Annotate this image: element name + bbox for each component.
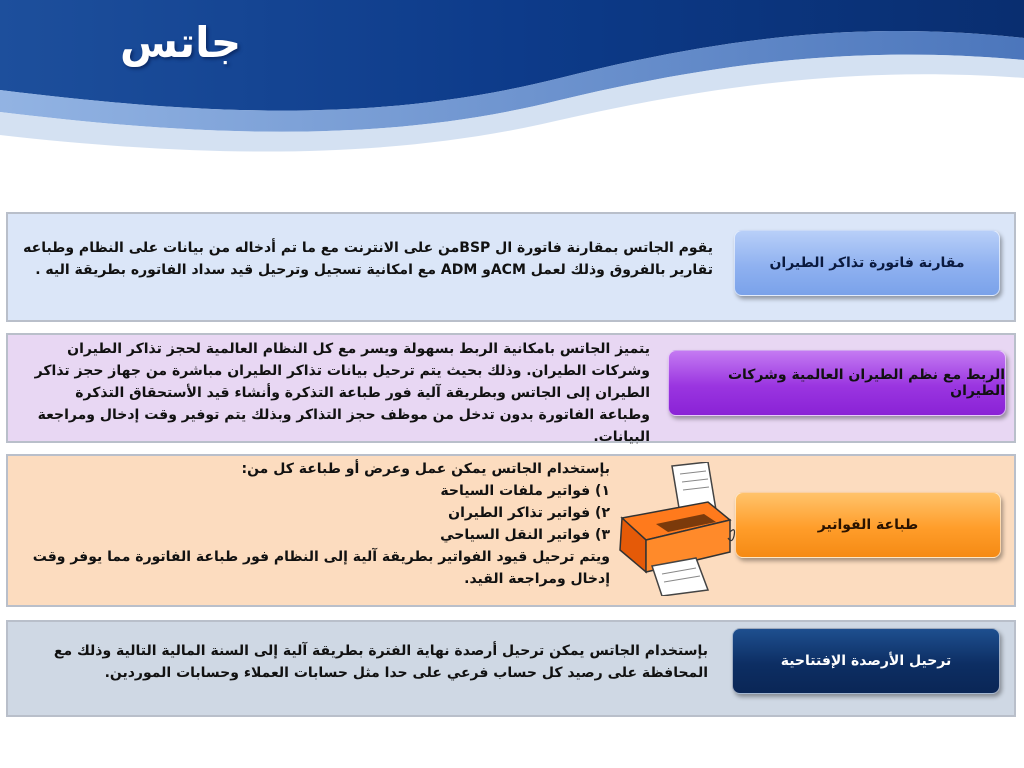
- bsp-comparison-button[interactable]: مقارنة فاتورة تذاكر الطيران: [734, 230, 1000, 296]
- invoices-outro: ويتم ترحيل قيود الفواتير بطريقة آلية إلى النظام فور طباعة الفاتورة مما يوفر وقت إدخال ومراجعة القيد.: [32, 549, 610, 587]
- list-item: ٣) فواتير النقل السياحي: [440, 527, 610, 543]
- opening-balances-button[interactable]: ترحيل الأرصدة الإفتتاحية: [732, 628, 1000, 694]
- printer-icon: [612, 462, 736, 596]
- gds-description: يتميز الجاتس بامكانية الربط بسهولة ويسر مع كل النظام العالمية لحجز تذاكر الطيران وشركات الطيران. وذلك بحيث يتم ترحيل بيانات تذاكر الطيران مباشرة من جهاز حجز تذاكر الطيران إلى الجاتس وبطريقة آلية فور طباعة التذكرة وأنشاء قيد الأستحقاق التذكرة وطباعة الفاتورة بدون تدخل من موظف حجز التذاكر وبذلك يتم توفير وقت إدخال ومراجعة البيانات.: [34, 341, 650, 445]
- list-item: ٢) فواتير تذاكر الطيران: [448, 505, 610, 521]
- gds-integration-button[interactable]: الربط مع نظم الطيران العالمية وشركات الطيران: [668, 350, 1006, 416]
- slide-title: جاتس: [120, 18, 242, 67]
- list-item: ١) فواتير ملفات السياحة: [440, 483, 610, 499]
- opening-balances-description: بإستخدام الجاتس يمكن ترحيل أرصدة نهاية الفترة بطريقة آلية إلى السنة المالية التالية وذلك مع المحافظة على رصيد كل حساب فرعي على حدا مثل حسابات العملاء وحسابات الموردين.: [53, 643, 708, 681]
- invoice-printing-button[interactable]: طباعة الفواتير: [735, 492, 1001, 558]
- bsp-description: يقوم الجاتس بمقارنة فاتورة ال BSPمن على الانترنت مع ما تم أدخاله من بيانات على النظام وطباعه تقارير بالفروق وذلك لعمل ACMو ADM مع امكانية تسجيل وترحيل قيد سداد الفاتوره بطريقة اليه .: [23, 240, 713, 278]
- invoices-intro: بإستخدام الجاتس يمكن عمل وعرض أو طباعة كل من:: [241, 461, 610, 477]
- invoices-description: [20, 458, 610, 590]
